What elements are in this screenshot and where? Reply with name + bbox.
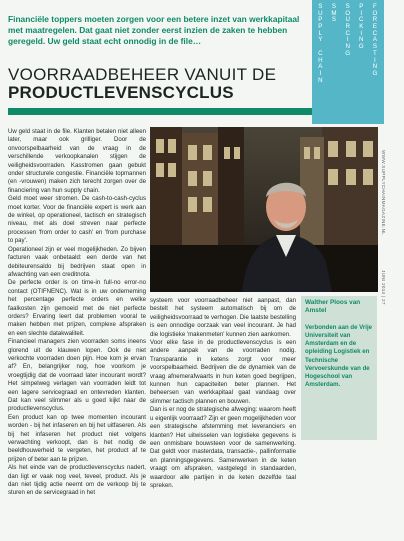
sidebar-letter: O [372,9,378,17]
title-line-2: PRODUCTLEVENSCYCLUS [8,82,234,102]
body-paragraph: Als het einde van de productlevenscyclus nadert, dan ligt er vaak nog veel, teveel, product. Als je dan niet tijdig actie neemt om de verkoop bij te sturen en de servicegraad in het [8,464,146,497]
sidebar-letter: G [372,69,378,77]
body-paragraph: Operationeel zijn er veel mogelijkheden. Zo bijven facturen vaak onbetaald: een derde van het debiteurensaldo bij bedrijven staat open in afwachting van een creditnota. [8,245,146,278]
body-column-left [8,128,146,498]
sidebar-letter: N [318,76,324,84]
body-column-middle [150,297,296,490]
sidebar-column [345,4,350,124]
sidebar-letter: C [372,29,378,37]
sidebar-letter: S [331,3,337,10]
sidebar-letter: S [345,3,351,10]
sidebar-letter: N [372,63,378,71]
body-paragraph: systeem voor voorraadbeheer niet aanpast, dan bestelt het systeem automatisch bij om de veiligheidsvoorraad te verhogen. Die laatste bestelling is een onnodige oorzaak van veel incourant. Je had die logistieke 'makenmeten' kunnen zien aankomen. [150,297,297,338]
title-line-1: VOORRAADBEHEER VANUIT DE [8,65,277,84]
sidebar-letter: I [360,9,363,17]
sidebar-letter: R [345,23,351,31]
sidebar-letter: C [345,29,351,37]
side-url: WWW.SUPPLYCHAINMAGAZINE.NL [381,150,386,236]
author-photo [150,127,378,292]
sidebar-letter: A [318,63,323,71]
sidebar-letter: P [359,3,364,10]
sidebar-letter: S [318,3,323,10]
sidebar-letter: I [319,69,322,77]
body-paragraph: Geld moet weer stromen. De cash-to-cash-cyclus moet korter. Voor de financiële expert is werk aan de winkel, op operationeel, tactisch en strategisch niveau, met als doel streven naar perfecte processen 'from order to cash' en 'from purchase to pay'. [8,195,146,245]
section-sidebar [312,0,384,124]
author-caption [301,296,377,440]
sidebar-letter: U [318,9,324,17]
sidebar-letter: G [345,49,351,57]
sidebar-column [331,4,337,124]
sidebar-letter: N [345,43,351,51]
sidebar-letter: F [372,3,378,10]
sidebar-letter: Y [318,36,323,44]
sidebar-letter: H [318,56,324,64]
sidebar-letter: G [358,43,365,51]
author-bio: Verbonden aan de Vrije Universiteit van Amsterdam en de opleiding Logistiek en Technische Vervoerskunde van de Hogeschool van Amsterdam. [305,323,373,389]
body-paragraph: Financieel managers zien voorraden soms ineens glorend uit de klauwen lopen. Ook de niet verkochte voorraden doen pijn. Hoe kom je ervan af? En, belangrijker nog, hoe voorkom je vroegtijdig dat de voorraad later incourant wordt? Het simpelweg verlagen van voorraden leidt tot een lagere servicegraad en ontevreden klanten. Dat kan veel slimmer als u goed kijkt naar de productlevenscyclus. [8,338,146,413]
sidebar-letter: C [318,49,324,57]
sidebar-letter: I [360,29,363,37]
sidebar-column [359,4,364,124]
article-title [8,66,308,102]
sidebar-column [318,4,323,124]
sidebar-letter: I [374,56,377,64]
sidebar-letter: M [331,9,338,17]
sidebar-letter: S [331,16,337,24]
sidebar-letter: K [359,23,364,31]
sidebar-letter: N [359,36,365,44]
sidebar-letter: U [345,16,351,24]
sidebar-letter: P [318,16,323,24]
side-issue: JUNI 2014 | 27 [381,270,386,305]
body-paragraph: Dan is er nog de strategische afweging: waarom heeft u eigenlijk voorraad? Zijn er geen mogelijkheden voor een strategische afstemming met leveranciers en klanten? Het uitwisselen van logistieke gegevens is een onmisbare bouwsteen voor de samenwerking. Dat geldt voor masterdata, transactie-, pallinformatie en planningsgegevens. Samenwerken in de keten vraagt om afspraken, vastgelegd in standaarden, waardoor alle partijen in de keten dezelfde taal spreken. [150,406,296,489]
sidebar-letter: T [372,49,378,57]
sidebar-letter: L [318,29,323,37]
sidebar-letter: O [345,9,351,17]
body-paragraph: Uw geld staat in de file. Klanten betalen niet alleen later, maar ook grilliger. Door de onvoorspelbaarheid van de vraag in de verschillende verkoopkanalen stijgen de veiligheidsvoorraden. Kasstromen gaan gebukt onder structurele congestie. Financiële topmannen (en -vrouwen) maken zich terecht zorgen over de financiering van hun supply chain. [8,128,146,194]
intro-lead: Financiële toppers moeten zorgen voor een betere inzet van werkkapitaal met maatregelen. Dat gaat niet zonder eerst inzien de zaken te hebben geregeld. Uw geld staat echt onnodig in de file… [8,14,300,47]
sidebar-letter: I [346,36,350,44]
body-paragraph: De perfecte order is on time-in full-no error-no contact (OTIFNENC). Wat is in uw onderneming het percentage perfecte orders en welke faalkosten zijn gemoeid met de niet perfecte orders? Ervaring leert dat problemen vooral te maken hebben met prijzen, complexe afspraken en een slechte datakwaliteit. [8,279,146,337]
sidebar-letter: C [359,16,365,24]
sidebar-column [372,4,377,124]
sidebar-letter: R [372,16,378,24]
sidebar-letter: S [372,43,378,51]
body-paragraph: Een product kan op twee momenten incourant worden - bij het infaseren en bij het uitfaseren. Als bij het infaseren het product niet volgens verwachting verkoopt, dan is het nodig de beeldhouwerheid te vergeten, het product af te prijzen of beter aan te prijzen. [8,413,146,463]
sidebar-letter: E [372,23,378,31]
author-name: Walther Ploos van Amstel [305,299,361,315]
canal-houses-portrait-image [150,127,378,292]
body-paragraph: Voor elke fase in de productlevenscyclus is een andere aanpak van de voorraden nodig. Transparantie in ketens zorgt voor meer voorspelbaarheid. Bedrijven die de dynamiek van de vraag afnemerafwaarts in hun keten goed begrijpen, kunnen hun capaciteiten beter plannen. Het beheersen van werkkapitaal gaat vandaag over slimmer tactisch plannen en bouwen. [150,339,296,405]
sidebar-letter: A [372,36,378,44]
sidebar-letter: P [318,23,323,31]
